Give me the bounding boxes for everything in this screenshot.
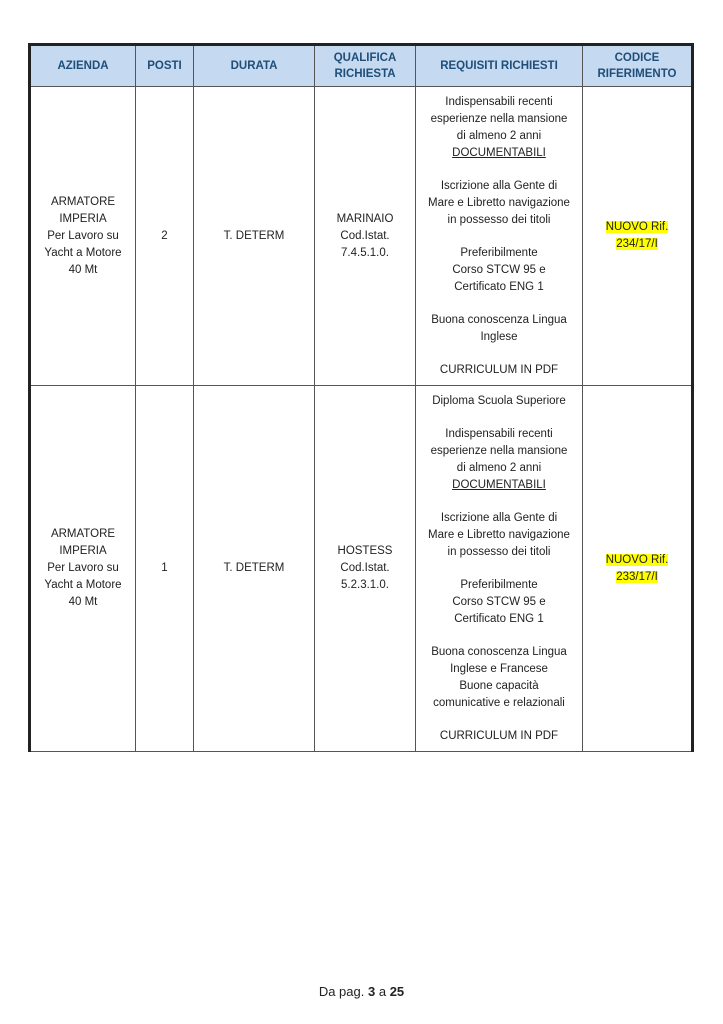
requisito-block <box>420 362 578 379</box>
requisito-block <box>420 312 578 346</box>
requisito-block <box>420 577 578 628</box>
qualifica-line: 7.4.5.1.0. <box>341 246 389 259</box>
cell-posti: 1 <box>136 386 194 752</box>
requisito-line: di almeno 2 anni <box>456 129 542 142</box>
azienda-line: IMPERIA <box>59 212 107 225</box>
requisito-line: Certificato ENG 1 <box>454 612 544 625</box>
requisito-block <box>420 426 578 494</box>
header-azienda: AZIENDA <box>30 45 136 87</box>
codice-highlight: NUOVO Rif. <box>605 221 669 233</box>
header-qualifica-line: QUALIFICA <box>333 52 397 64</box>
requisito-line: Corso STCW 95 e <box>452 595 546 608</box>
requisito-block <box>420 510 578 561</box>
requisito-line: di almeno 2 anni <box>456 461 542 474</box>
codice-highlight: NUOVO Rif. <box>605 553 669 566</box>
footer-prefix: Da pag. <box>318 984 365 999</box>
table-row <box>30 386 693 752</box>
footer-separator: a <box>378 984 387 999</box>
codice-highlight: 233/17/I <box>616 570 658 583</box>
cell-qualifica <box>315 87 416 386</box>
page-footer <box>0 984 723 999</box>
requisito-line: Preferibilmente <box>460 246 538 259</box>
requisito-line: comunicative e relazionali <box>433 696 565 709</box>
requisito-line: Mare e Libretto navigazione <box>428 528 570 541</box>
qualifica-line: Cod.Istat. <box>340 562 390 574</box>
azienda-line: 40 Mt <box>68 263 98 276</box>
requisito-line: Mare e Libretto navigazione <box>428 196 570 209</box>
codice-highlight: 234/17/I <box>616 238 658 250</box>
qualifica-line: Cod.Istat. <box>340 229 390 242</box>
requisito-line: Preferibilmente <box>460 578 538 591</box>
requisito-underlined: DOCUMENTABILI <box>452 146 546 159</box>
requisito-line: Indispensabili recenti <box>445 427 553 440</box>
requisito-block <box>420 393 578 410</box>
requisito-line: esperienze nella mansione <box>430 112 568 125</box>
requisito-line: in possesso dei titoli <box>447 545 551 558</box>
requisito-line: Inglese e Francese <box>450 662 548 675</box>
header-codice-line: RIFERIMENTO <box>597 68 677 80</box>
requisito-block <box>420 178 578 229</box>
cell-requisiti <box>416 87 583 386</box>
requisito-line: CURRICULUM IN PDF <box>439 363 559 376</box>
header-codice-line: CODICE <box>614 52 660 64</box>
requisito-block <box>420 94 578 162</box>
azienda-line: ARMATORE <box>50 528 116 540</box>
requisito-underlined: DOCUMENTABILI <box>452 478 546 491</box>
requisito-line: CURRICULUM IN PDF <box>439 729 559 742</box>
header-posti: POSTI <box>136 45 194 87</box>
azienda-line: Per Lavoro su <box>47 562 119 574</box>
requisito-line: Corso STCW 95 e <box>452 263 546 276</box>
header-qualifica <box>315 45 416 87</box>
cell-durata: T. DETERM <box>194 386 315 752</box>
requisito-line: Iscrizione alla Gente di <box>440 179 558 192</box>
cell-requisiti <box>416 386 583 752</box>
cell-azienda <box>30 87 136 386</box>
azienda-line: 40 Mt <box>68 596 98 608</box>
azienda-line: ARMATORE <box>50 195 116 208</box>
requisito-line: Buona conoscenza Lingua <box>431 313 567 326</box>
table-header-row <box>30 45 693 87</box>
azienda-line: Per Lavoro su <box>47 229 119 242</box>
requisito-line: Indispensabili recenti <box>445 95 553 108</box>
job-offers-table <box>28 43 694 752</box>
header-qualifica-line: RICHIESTA <box>334 68 396 80</box>
requisito-line: esperienze nella mansione <box>430 444 568 457</box>
requisito-block <box>420 245 578 296</box>
requisito-block <box>420 728 578 745</box>
requisito-line: Inglese <box>480 330 518 343</box>
requisito-line: Iscrizione alla Gente di <box>440 511 558 524</box>
cell-azienda <box>30 386 136 752</box>
azienda-line: IMPERIA <box>59 545 107 557</box>
qualifica-line: 5.2.3.1.0. <box>341 579 389 591</box>
cell-codice <box>583 87 693 386</box>
header-requisiti: REQUISITI RICHIESTI <box>416 45 583 87</box>
requisito-line: Certificato ENG 1 <box>454 280 544 293</box>
footer-page-total: 25 <box>389 984 405 999</box>
requisito-block <box>420 644 578 712</box>
cell-durata: T. DETERM <box>194 87 315 386</box>
requisito-line: Buona conoscenza Lingua <box>431 645 567 658</box>
table-row <box>30 87 693 386</box>
requisito-line: Diploma Scuola Superiore <box>432 394 566 407</box>
requisito-line: Buone capacità <box>459 679 539 692</box>
qualifica-line: HOSTESS <box>337 545 393 557</box>
cell-qualifica <box>315 386 416 752</box>
requisito-line: in possesso dei titoli <box>447 213 551 226</box>
header-durata: DURATA <box>194 45 315 87</box>
cell-posti: 2 <box>136 87 194 386</box>
azienda-line: Yacht a Motore <box>44 579 122 591</box>
footer-page-number: 3 <box>367 984 376 999</box>
cell-codice <box>583 386 693 752</box>
header-codice <box>583 45 693 87</box>
qualifica-line: MARINAIO <box>336 212 394 225</box>
azienda-line: Yacht a Motore <box>44 246 122 259</box>
